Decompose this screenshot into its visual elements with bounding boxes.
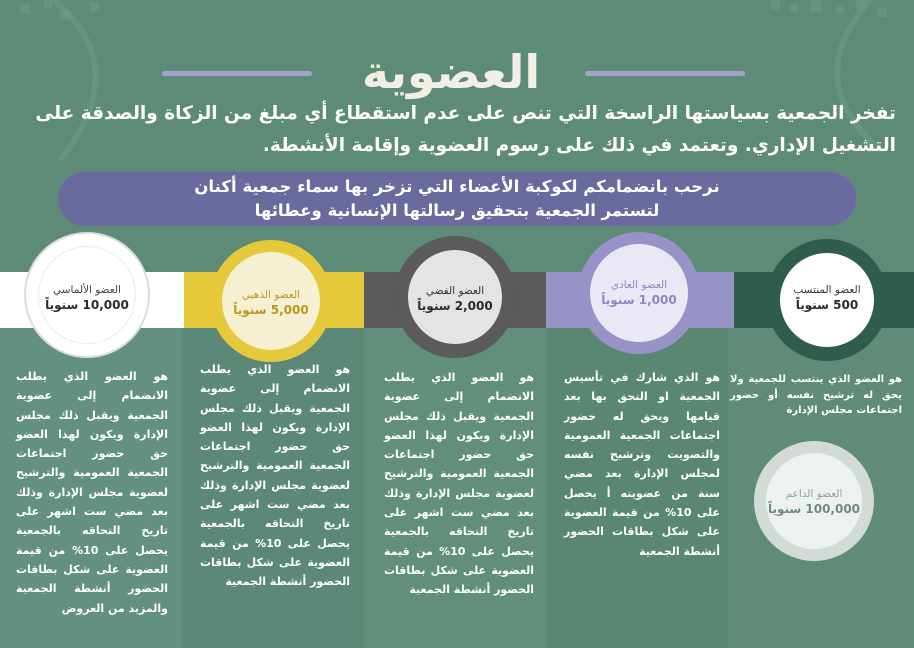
banner-line-1: نرحب بانضمامكم لكوكبة الأعضاء التي تزخر بها سماء جمعية أكنان (194, 177, 720, 196)
welcome-banner (58, 172, 856, 226)
regular-name: العضو العادي (610, 279, 668, 291)
title-divider-right (585, 71, 745, 76)
gold-description: هو العضو الذي يطلب الانضمام إلى عضوية الجمعية ويقبل ذلك مجلس الإدارة ويكون لهذا العضو حق حضور اجتماعات الجمعية العمومية والترشيح لعضوية مجلس الإدارة وذلك بعد مضي ست اشهر على تاريخ التحاقه بالجمعية يحصل على 10% من قيمة العضوية على شكل بطاقات الحضور أنشطة الجمعية (200, 363, 350, 589)
silver-description: هو العضو الذي يطلب الانضمام إلى عضوية الجمعية ويقبل ذلك مجلس الإدارة ويكون لهذا العضو حق حضور اجتماعات الجمعية العمومية والترشيح لعضوية مجلس الإدارة وذلك بعد مضي ست اشهر على تاريخ التحاقه بالجمعية يحصل على 10% من قيمة العضوية على شكل بطاقات الحضور أنشطة الجمعية (384, 371, 534, 597)
gold-badge (210, 240, 332, 362)
silver-name: العضو الفضي (425, 285, 485, 297)
regular-fee: 1,000 سنوياً (601, 293, 677, 307)
diamond-description: هو العضو الذي يطلب الانضمام إلى عضوية الجمعية ويقبل ذلك مجلس الإدارة ويكون لهذا العضو حق حضور اجتماعات الجمعية العمومية والترشيح لعضوية مجلس الإدارة وذلك بعد مضي ست اشهر على تاريخ التحاقه بالجمعية يحصل على 10% من قيمة العضوية على شكل بطاقات الحضور أنشطة الجمعية والمزيد من العروض (16, 370, 168, 615)
gold-name: العضو الذهبي (241, 289, 301, 301)
banner-line-2: لتستمر الجمعية بتحقيق رسالتها الإنسانية وعطائها (254, 201, 660, 220)
supporter-name: العضو الداعم (785, 488, 843, 500)
diamond-fee: 10,000 سنوياً (45, 298, 129, 312)
silver-badge (394, 236, 516, 358)
affiliate-fee: 500 سنوياً (795, 298, 859, 312)
affiliate-name: العضو المنتسب (793, 284, 861, 296)
title-divider-left (162, 71, 312, 76)
intro-text: تفخر الجمعية بسياستها الراسخة التي تنص على عدم استقطاع أي مبلغ من الزكاة والصدقة على التشغيل الإداري. وتعتمد في ذلك على رسوم العضوية وإقامة الأنشطة. (35, 103, 896, 156)
regular-description: هو الذي شارك في تأسيس الجمعية او التحق بها بعد قيامها ويحق له حضور اجتماعات الجمعية العمومية والتصويت وترشيح نفسه لمجلس الإدارة بعد مضي سنة من عضويته أ يحصل على 10% من قيمة العضوية على شكل بطاقات الحضور أنشطة الجمعية (564, 371, 720, 558)
regular-badge (578, 232, 700, 354)
diamond-badge (24, 232, 150, 358)
supporter-badge (754, 441, 874, 561)
affiliate-badge (766, 239, 888, 361)
affiliate-description: هو العضو الذي ينتسب للجمعية ولا يحق له ترشيح نفسه أو حضور اجتماعات مجلس الإدارة (730, 374, 902, 416)
title-section (0, 22, 914, 99)
gold-fee: 5,000 سنوياً (233, 303, 309, 317)
diamond-name: العضو الألماسي (53, 284, 121, 296)
supporter-fee: 100,000 سنوياً (767, 502, 861, 516)
silver-fee: 2,000 سنوياً (417, 299, 493, 313)
page-title: العضوية (361, 45, 541, 99)
